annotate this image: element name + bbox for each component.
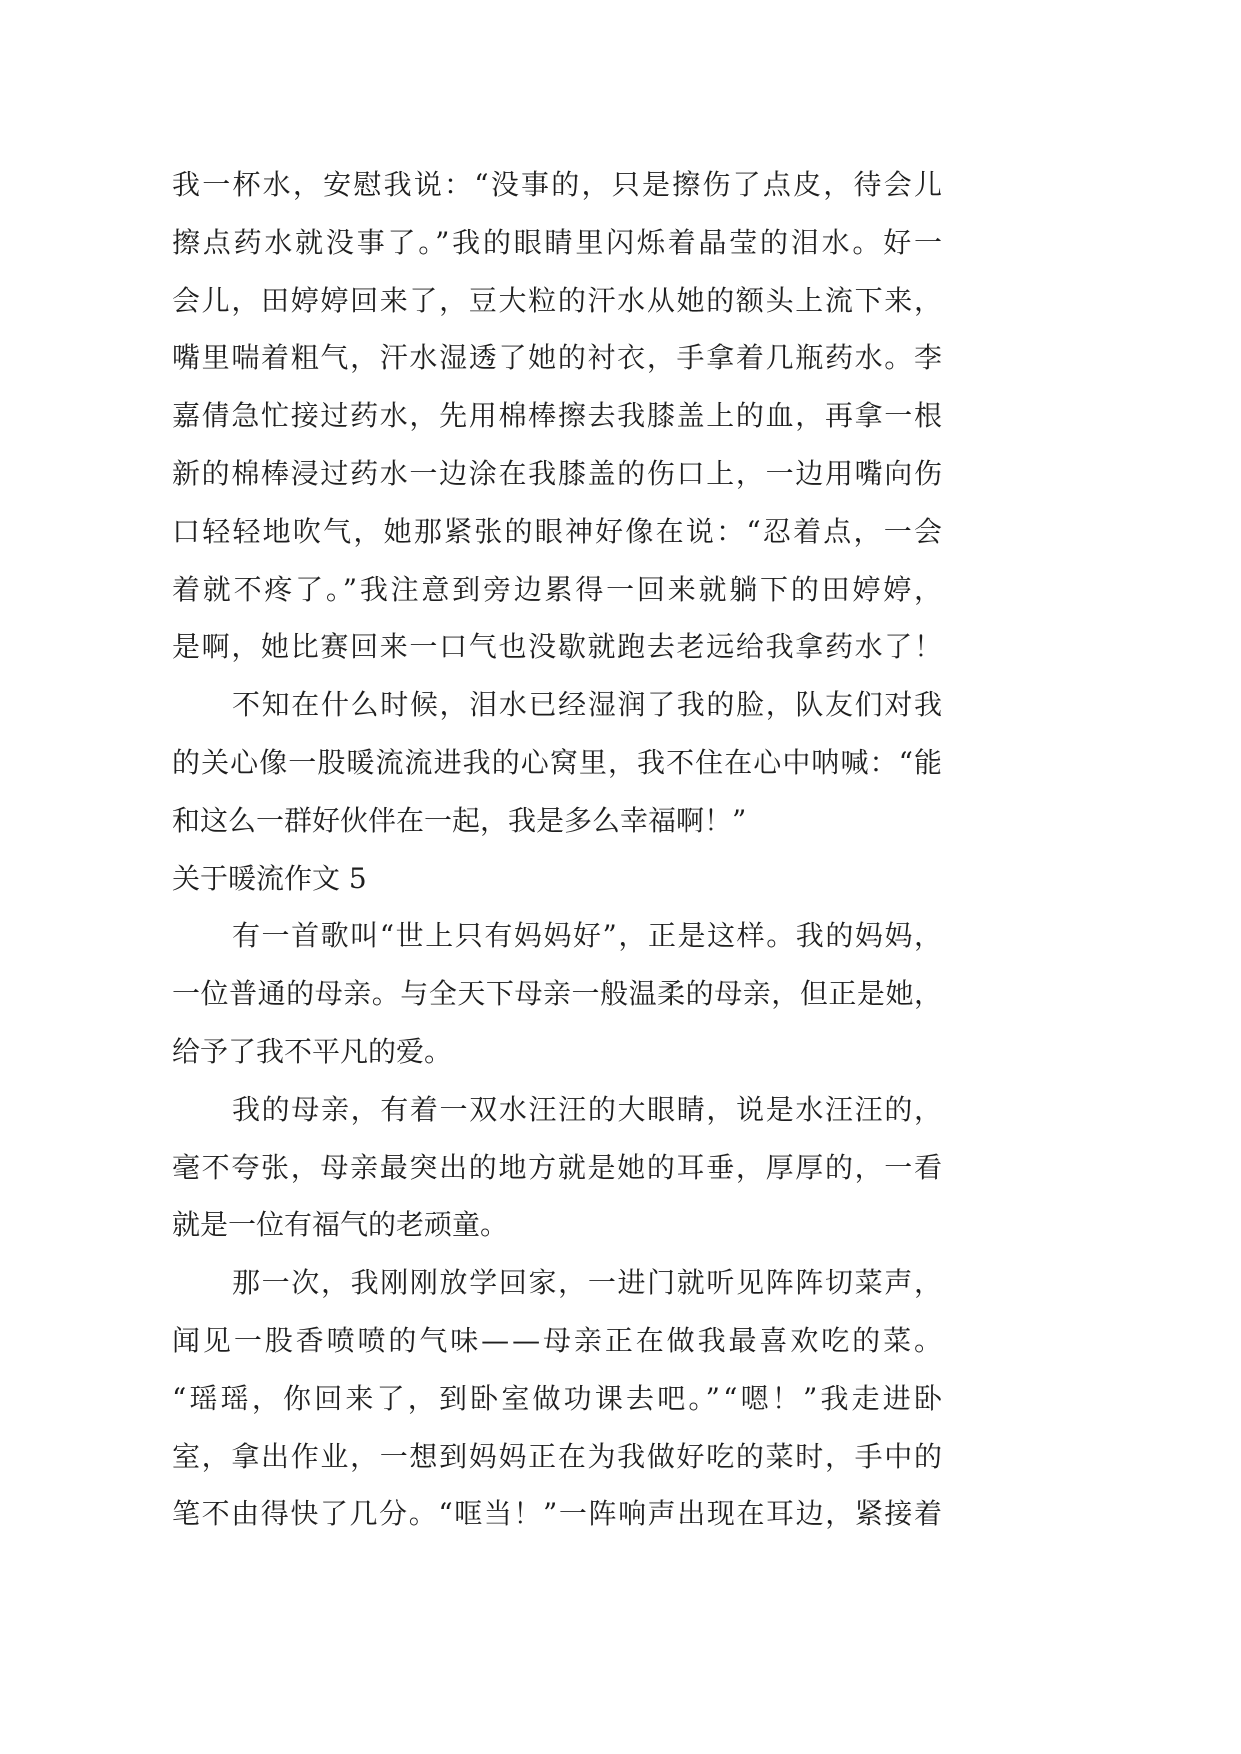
text-line-content: “瑶瑶，你回来了，到卧室做功课去吧。”“嗯！”我走进卧 [172, 1381, 946, 1415]
text-line-content: 嘴里喘着粗气，汗水湿透了她的衬衣，手拿着几瓶药水。李 [172, 341, 944, 375]
text-line [172, 965, 942, 1023]
text-line-content: 笔不由得快了几分。“哐当！”一阵响声出现在耳边，紧接着 [172, 1497, 944, 1531]
text-line-content: 闻见一股香喷喷的气味——母亲正在做我最喜欢吃的菜。 [172, 1323, 945, 1357]
text-line [172, 503, 945, 561]
paragraph [172, 156, 945, 676]
text-line [172, 445, 942, 503]
text-line-content: 有一首歌叫“世上只有妈妈好”，正是这样。我的妈妈， [232, 919, 944, 953]
text-line-content: 就是一位有福气的老顽童。 [172, 1208, 509, 1242]
section-heading-text: 关于暖流作文 5 [172, 861, 367, 895]
text-line [172, 1485, 942, 1543]
text-line [172, 1370, 946, 1428]
text-line-content: 会儿，田婷婷回来了，豆大粒的汗水从她的额头上流下来， [172, 283, 944, 317]
text-line-content: 毫不夸张，母亲最突出的地方就是她的耳垂，厚厚的，一看 [172, 1150, 944, 1184]
text-line-content: 口轻轻地吹气，她那紧张的眼神好像在说：“忍着点，一会 [172, 514, 945, 548]
text-line [172, 734, 942, 792]
text-line [172, 1196, 942, 1254]
text-line-content: 给予了我不平凡的爱。 [172, 1034, 453, 1068]
text-line-content: 新的棉棒浸过药水一边涂在我膝盖的伤口上，一边用嘴向伤 [172, 456, 944, 490]
text-line-content: 擦点药水就没事了。”我的眼睛里闪烁着晶莹的泪水。好一 [172, 225, 945, 259]
paragraph [172, 676, 942, 849]
text-line-content: 着就不疼了。”我注意到旁边累得一回来就躺下的田婷婷， [172, 572, 945, 606]
section-heading [172, 850, 942, 908]
text-line [172, 1254, 942, 1312]
text-line [172, 1081, 942, 1139]
text-line [172, 329, 942, 387]
text-line [172, 618, 942, 676]
text-line-content: 不知在什么时候，泪水已经湿润了我的脸，队友们对我 [232, 688, 944, 722]
paragraph [172, 1081, 942, 1254]
text-line [172, 1139, 942, 1197]
text-line-content: 嘉倩急忙接过药水，先用棉棒擦去我膝盖上的血，再拿一根 [172, 399, 944, 433]
paragraph [172, 907, 942, 1080]
text-line [172, 272, 942, 330]
text-line [172, 1428, 942, 1486]
text-line-content: 室，拿出作业，一想到妈妈正在为我做好吃的菜时，手中的 [172, 1439, 944, 1473]
text-line-content: 和这么一群好伙伴在一起，我是多么幸福啊！” [172, 803, 747, 837]
text-line [172, 907, 942, 965]
text-line [172, 792, 942, 850]
text-line-content: 一位普通的母亲。与全天下母亲一般温柔的母亲，但正是她， [172, 977, 943, 1011]
text-line [172, 561, 945, 619]
text-line [172, 214, 945, 272]
text-line [172, 676, 942, 734]
text-line-content: 我的母亲，有着一双水汪汪的大眼睛，说是水汪汪的， [232, 1092, 944, 1126]
text-line-content: 的关心像一股暖流流进我的心窝里，我不住在心中呐喊：“能 [172, 745, 944, 779]
paragraph [172, 1254, 946, 1543]
text-line [172, 387, 942, 445]
text-line [172, 1312, 945, 1370]
text-line-content: 那一次，我刚刚放学回家，一进门就听见阵阵切菜声， [232, 1266, 944, 1300]
text-line-content: 是啊，她比赛回来一口气也没歇就跑去老远给我拿药水了！ [172, 630, 944, 664]
document-body [172, 156, 946, 1543]
text-line-content: 我一杯水，安慰我说：“没事的，只是擦伤了点皮，待会儿 [172, 168, 945, 201]
text-line [172, 156, 945, 214]
text-line [172, 1023, 942, 1081]
